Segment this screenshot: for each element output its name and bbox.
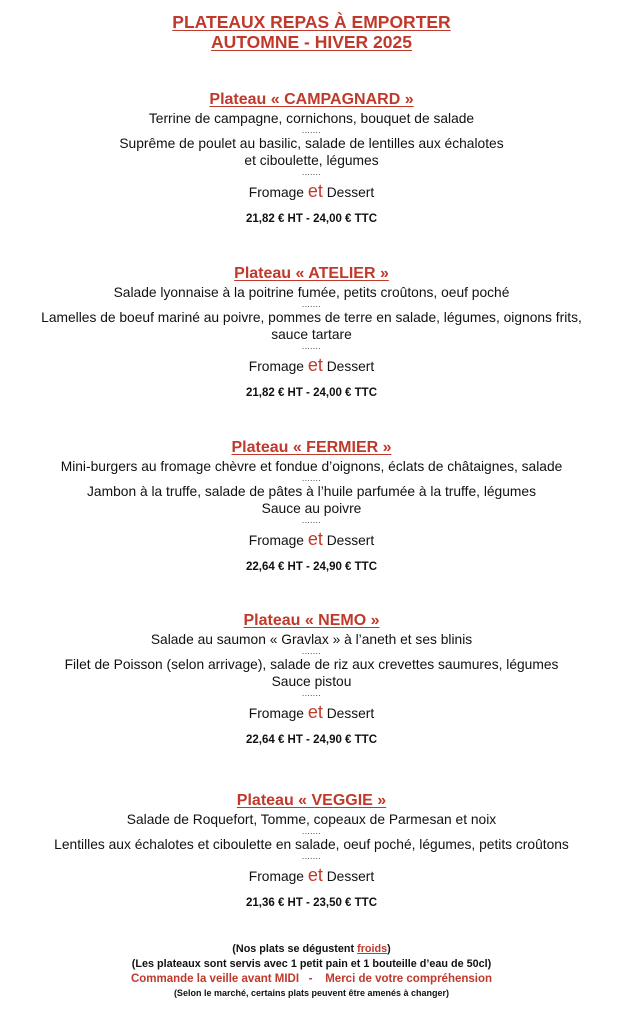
footer-note-suffix: ) (387, 943, 391, 955)
separator-dots: ....... (301, 342, 322, 351)
plateau-title: Plateau « CAMPAGNARD » (209, 91, 414, 108)
footer-note-froids (0, 942, 623, 957)
plateau-price: 22,64 € HT - 24,90 € TTC (245, 734, 378, 746)
plateau-atelier (0, 264, 623, 400)
fromage-label: Fromage (248, 533, 304, 548)
entree: Salade au saumon « Gravlax » à l’aneth et ses blinis (150, 632, 473, 647)
fromage-dessert (0, 529, 623, 551)
fromage-dessert (0, 181, 623, 203)
plateau-price: 21,82 € HT - 24,00 € TTC (245, 213, 378, 225)
et-label: et (307, 702, 323, 722)
dessert-label: Dessert (326, 359, 375, 374)
fromage-dessert (0, 355, 623, 377)
separator-dots: ....... (301, 827, 322, 836)
plat-principal: Jambon à la truffe, salade de pâtes à l’huile parfumée à la truffe, légumes (87, 484, 536, 499)
plat-principal: Filet de Poisson (selon arrivage), salade de riz aux crevettes saumures, légumes (64, 657, 559, 672)
et-label: et (307, 181, 323, 201)
menu-footer (0, 942, 623, 999)
plat-principal-suite: sauce tartare (271, 327, 352, 342)
footer-note-commande: Commande la veille avant MIDI - Merci de votre compréhension (130, 973, 493, 985)
dessert-label: Dessert (326, 533, 375, 548)
menu-title: PLATEAUX REPAS À EMPORTER (172, 12, 451, 32)
plat-principal-suite: Sauce au poivre (261, 501, 362, 516)
plat-principal-suite: Sauce pistou (271, 674, 352, 689)
fromage-dessert (0, 865, 623, 887)
entree: Mini-burgers au fromage chèvre et fondue d’oignons, éclats de châtaignes, salade (60, 459, 563, 474)
footer-note-service: (Les plateaux sont servis avec 1 petit pain et 1 bouteille d’eau de 50cl) (131, 958, 492, 970)
entree: Salade de Roquefort, Tomme, copeaux de Parmesan et noix (126, 812, 497, 827)
plateau-nemo (0, 611, 623, 747)
fromage-label: Fromage (248, 359, 304, 374)
fromage-label: Fromage (248, 869, 304, 884)
menu-season: AUTOMNE - HIVER 2025 (211, 32, 412, 52)
plateau-title: Plateau « NEMO » (243, 612, 380, 629)
plateau-title: Plateau « VEGGIE » (236, 792, 387, 809)
separator-dots: ....... (301, 300, 322, 309)
plateau-title: Plateau « ATELIER » (234, 265, 389, 282)
plateau-title: Plateau « FERMIER » (231, 439, 392, 456)
separator-dots: ....... (301, 647, 322, 656)
plateau-campagnard (0, 90, 623, 226)
plateau-fermier (0, 438, 623, 574)
plateau-veggie (0, 791, 623, 910)
fromage-label: Fromage (248, 185, 304, 200)
entree: Terrine de campagne, cornichons, bouquet de salade (148, 111, 475, 126)
dessert-label: Dessert (326, 185, 375, 200)
et-label: et (307, 355, 323, 375)
plat-principal: Lamelles de boeuf mariné au poivre, pommes de terre en salade, légumes, oignons frits, (41, 310, 582, 325)
separator-dots: ....... (301, 689, 322, 698)
separator-dots: ....... (301, 126, 322, 135)
separator-dots: ....... (301, 516, 322, 525)
plateau-price: 21,36 € HT - 23,50 € TTC (245, 897, 378, 909)
plateau-price: 22,64 € HT - 24,90 € TTC (245, 561, 378, 573)
plat-principal: Lentilles aux échalotes et ciboulette en salade, oeuf poché, légumes, petits croûtons (54, 837, 569, 852)
plateau-price: 21,82 € HT - 24,00 € TTC (245, 387, 378, 399)
et-label: et (307, 865, 323, 885)
fromage-dessert (0, 702, 623, 724)
menu-header (0, 0, 623, 52)
froids-highlight: froids (357, 943, 388, 955)
plat-principal-suite: et ciboulette, légumes (244, 153, 379, 168)
entree: Salade lyonnaise à la poitrine fumée, petits croûtons, oeuf poché (113, 285, 510, 300)
dessert-label: Dessert (326, 706, 375, 721)
footer-note-marche: (Selon le marché, certains plats peuvent être amenés à changer) (173, 988, 450, 998)
fromage-label: Fromage (248, 706, 304, 721)
plat-principal: Suprême de poulet au basilic, salade de lentilles aux échalotes (119, 136, 504, 151)
footer-note-prefix: (Nos plats se dégustent (232, 943, 358, 955)
dessert-label: Dessert (326, 869, 375, 884)
separator-dots: ....... (301, 474, 322, 483)
separator-dots: ....... (301, 852, 322, 861)
et-label: et (307, 529, 323, 549)
separator-dots: ....... (301, 168, 322, 177)
